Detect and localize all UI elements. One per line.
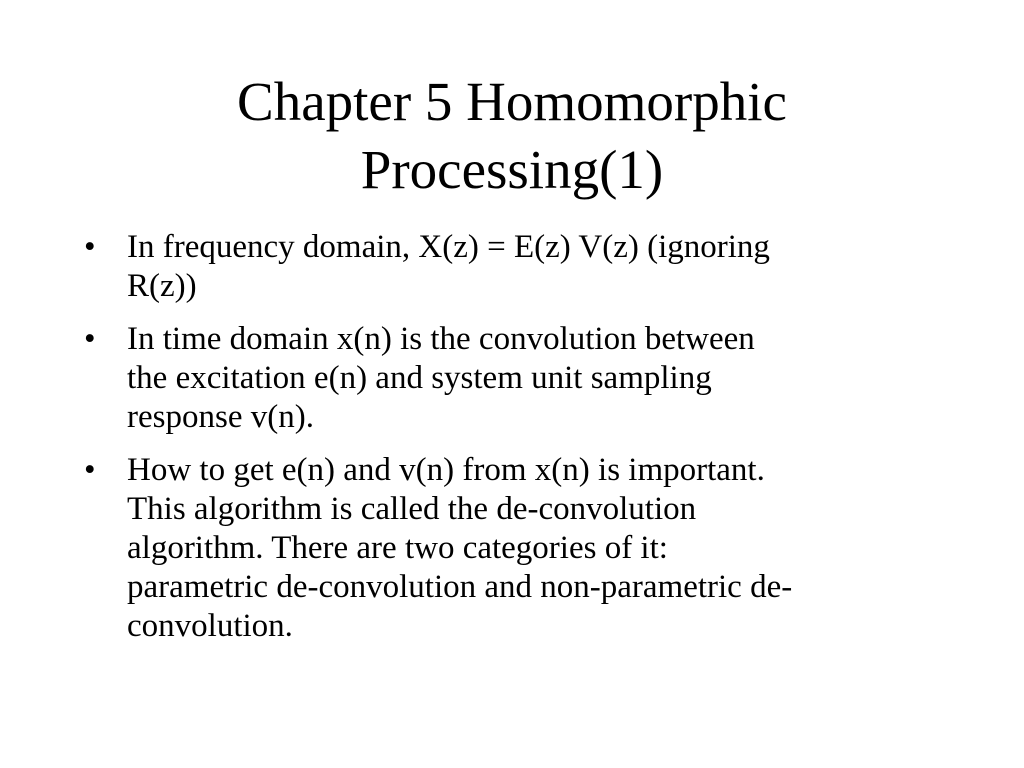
bullet-text (127, 320, 942, 437)
slide-title-line: Processing(1) (360, 139, 664, 200)
bullet-line: algorithm. There are two categories of it: (127, 530, 668, 566)
bullet-line: parametric de-convolution and non-parametric de- (127, 569, 793, 605)
bullet-line: In time domain x(n) is the convolution between (127, 321, 755, 357)
bullet-icon: • (84, 229, 96, 265)
bullet-line: convolution. (127, 608, 293, 644)
bullet-item (82, 320, 942, 437)
bullet-item (82, 228, 942, 306)
bullet-line: This algorithm is called the de-convolution (127, 491, 697, 527)
bullet-line: How to get e(n) and v(n) from x(n) is important. (127, 452, 765, 488)
bullet-icon: • (84, 321, 96, 357)
slide-title-line: Chapter 5 Homomorphic (237, 71, 787, 132)
bullet-item (82, 451, 942, 646)
bullet-line: the excitation e(n) and system unit sampling (127, 360, 712, 396)
slide-title (100, 68, 924, 204)
bullet-icon: • (84, 452, 96, 488)
bullet-line: R(z)) (127, 268, 197, 304)
bullet-list (82, 228, 942, 660)
bullet-line: response v(n). (127, 399, 314, 435)
bullet-text (127, 228, 942, 306)
bullet-line: In frequency domain, X(z) = E(z) V(z) (ignoring (127, 229, 770, 265)
bullet-text (127, 451, 942, 646)
